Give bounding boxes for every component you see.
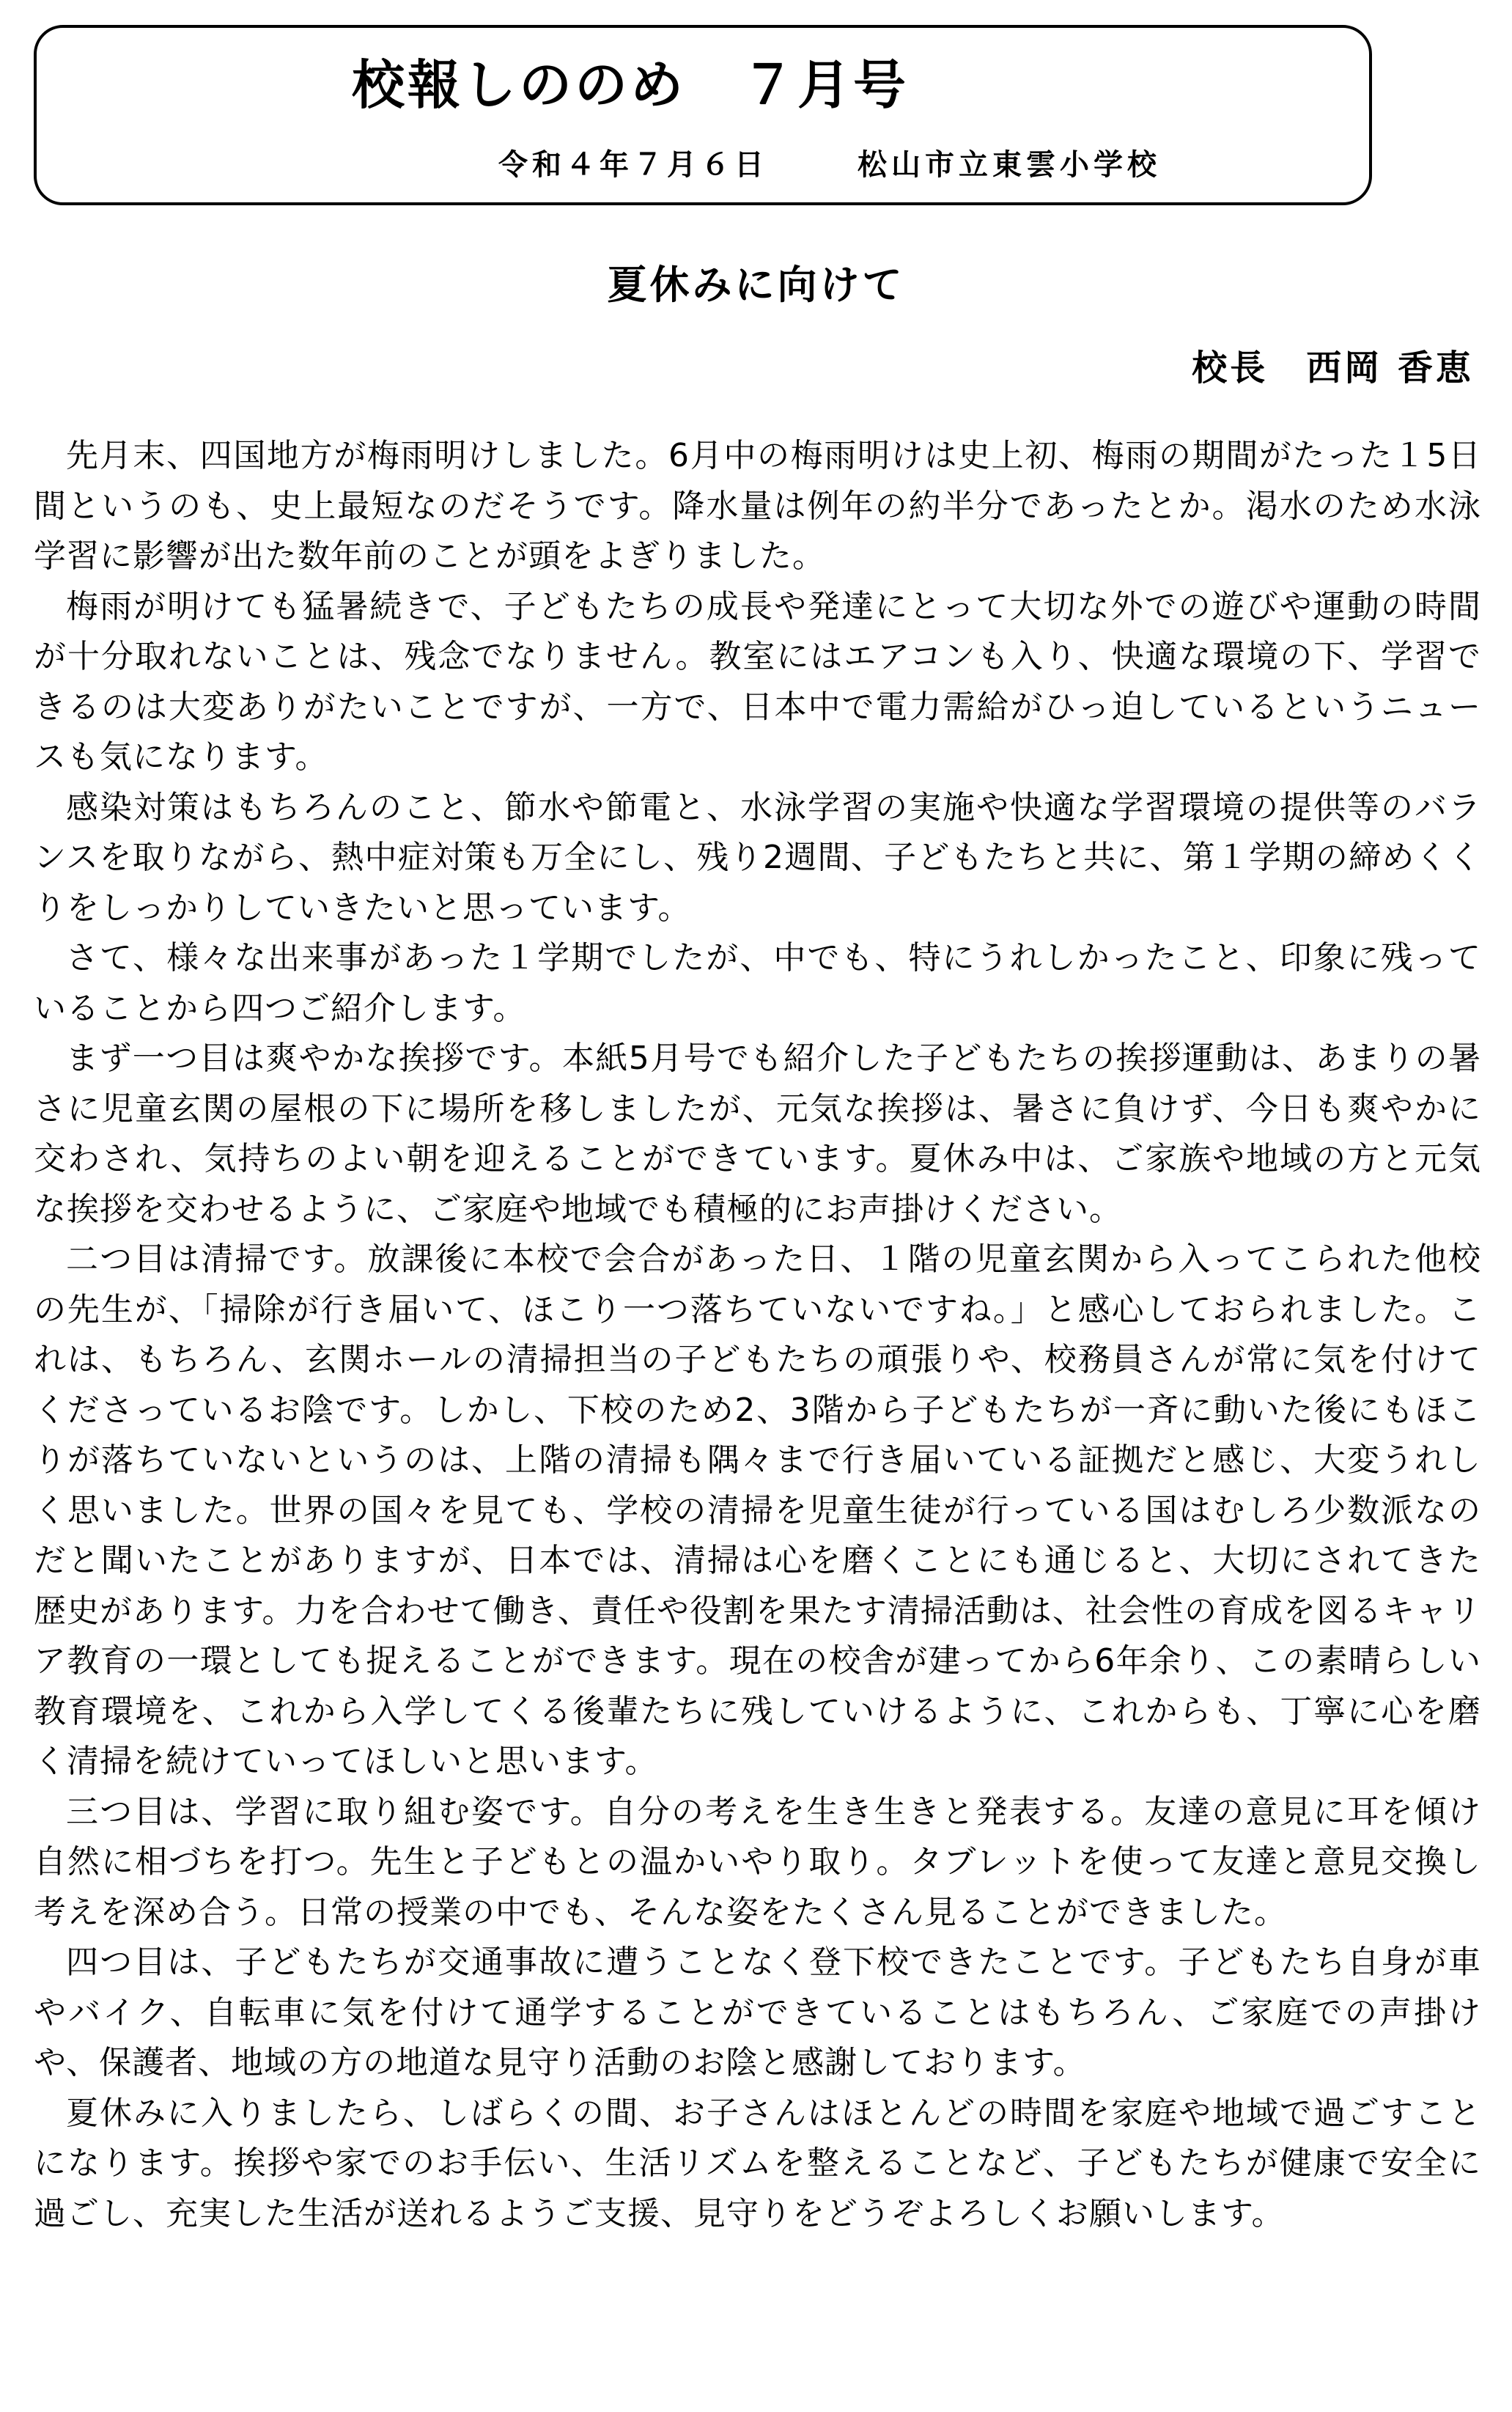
article-author: 校長 西岡 香恵 [1192, 348, 1474, 389]
article-heading: 夏休みに向けて [607, 262, 905, 308]
paragraph: まず一つ目は爽やかな挨拶です。本紙5月号でも紹介した子どもたちの挨拶運動は、あまりの暑さに児童玄関の屋根の下に場所を移しましたが、元気な挨拶は、暑さに負けず、今日も爽やかに交わされ、気持ちのよい朝を迎えることができています。夏休み中は、ご家族や地域の方と元気な挨拶を交わせるように、ご家庭や地域でも積極的にお声掛けください。 [34, 1040, 1481, 1228]
article-body [34, 431, 1481, 2239]
paragraph: 先月末、四国地方が梅雨明けしました。6月中の梅雨明けは史上初、梅雨の期間がたった１5日間というのも、史上最短なのだそうです。降水量は例年の約半分であったとか。渇水のため水泳学習に影響が出た数年前のことが頭をよぎりました。 [34, 437, 1481, 575]
paragraph: 感染対策はもちろんのこと、節水や節電と、水泳学習の実施や快適な学習環境の提供等のバランスを取りながら、熱中症対策も万全にし、残り2週間、子どもたちと共に、第１学期の締めくくりをしっかりしていきたいと思っています。 [34, 788, 1481, 927]
issue-date: 令和４年７月６日 [498, 148, 768, 182]
paragraph: さて、様々な出来事があった１学期でしたが、中でも、特にうれしかったこと、印象に残っていることから四つご紹介します。 [34, 939, 1481, 1027]
paragraph: 梅雨が明けても猛暑続きで、子どもたちの成長や発達にとって大切な外での遊びや運動の時間が十分取れないことは、残念でなりません。教室にはエアコンも入り、快適な環境の下、学習できるのは大変ありがたいことですが、一方で、日本中で電力需給がひっ迫しているというニュースも気になります。 [34, 587, 1481, 776]
paragraph: 四つ目は、子どもたちが交通事故に遭うことなく登下校できたことです。子どもたち自身が車やバイク、自転車に気を付けて通学することができていることはもちろん、ご家庭での声掛けや、保護者、地域の方の地道な見守り活動のお陰と感謝しております。 [34, 1944, 1481, 2081]
paragraph: 三つ目は、学習に取り組む姿です。自分の考えを生き生きと発表する。友達の意見に耳を傾け自然に相づちを打つ。先生と子どもとの温かいやり取り。タブレットを使って友達と意見交換し考えを深め合う。日常の授業の中でも、そんな姿をたくさん見ることができました。 [34, 1793, 1481, 1931]
paragraph: 二つ目は清掃です。放課後に本校で会合があった日、１階の児童玄関から入ってこられた他校の先生が、「掃除が行き届いて、ほこり一つ落ちていないですね。」と感心しておられました。これは、もちろん、玄関ホールの清掃担当の子どもたちの頑張りや、校務員さんが常に気を付けてくださっているお陰です。しかし、下校のため2、3階から子どもたちが一斉に動いた後にもほこりが落ちていないというのは、上階の清掃も隅々まで行き届いている証拠だと感じ、大変うれしく思いました。世界の国々を見ても、学校の清掃を児童生徒が行っている国はむしろ少数派なのだと聞いたことがありますが、日本では、清掃は心を磨くことにも通じると、大切にされてきた歴史があります。力を合わせて働き、責任や役割を果たす清掃活動は、社会性の育成を図るキャリア教育の一環としても捉えることができます。現在の校舎が建ってから6年余り、この素晴らしい教育環境を、これから入学してくる後輩たちに残していけるように、これからも、丁寧に心を磨く清掃を続けていってほしいと思います。 [34, 1240, 1481, 1780]
paragraph: 夏休みに入りましたら、しばらくの間、お子さんはほとんどの時間を家庭や地域で過ごすことになります。挨拶や家でのお手伝い、生活リズムを整えることなど、子どもたちが健康で安全に過ごし、充実した生活が送れるようご支援、見守りをどうぞよろしくお願いします。 [34, 2094, 1481, 2232]
school-name: 松山市立東雲小学校 [858, 148, 1161, 182]
newsletter-title: 校報しののめ ７月号 [352, 54, 910, 116]
